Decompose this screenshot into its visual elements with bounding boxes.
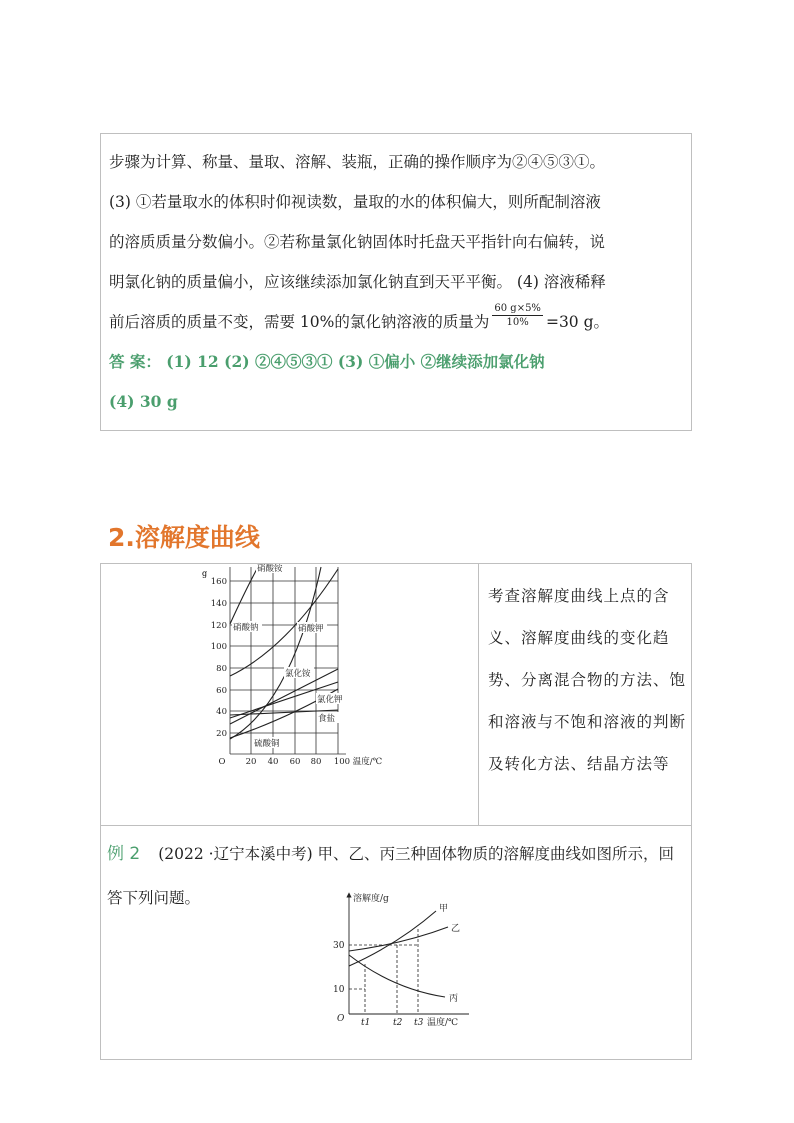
chart-2-curves <box>349 911 448 997</box>
chart-2-xlabel: 温度/℃ <box>427 1018 459 1028</box>
example-text: (2022 ·辽宁本溪中考) 甲、乙、丙三种固体物质的溶解度曲线如图所示，回答下列问题。 <box>107 845 675 907</box>
x-tick: 80 <box>310 757 322 767</box>
chart-2-xtick: t3 <box>414 1018 424 1028</box>
fraction-denominator: 10% <box>506 316 529 328</box>
chart-2-ytick: 30 <box>333 941 345 951</box>
table-row <box>101 564 691 826</box>
y-axis-unit: g <box>202 569 208 578</box>
chart-2-xtick: t2 <box>393 1018 403 1028</box>
solution-line-1: 步骤为计算、称量、量取、溶解、装瓶，正确的操作顺序为②④⑤③①。 <box>109 153 606 171</box>
answer-line-1: 答 案： (1) 12 (2) ②④⑤③① (3) ①偏小 ②继续添加氯化钠 <box>109 352 545 371</box>
example-label: 例 2 <box>107 844 141 864</box>
solubility-chart <box>196 564 396 769</box>
y-tick: 20 <box>216 729 227 739</box>
chart-2-ytick: 10 <box>333 985 345 995</box>
solution-box <box>100 133 692 431</box>
answer-line-2: (4) 30 g <box>109 392 178 411</box>
curve-ammonium-nitrate <box>230 567 258 624</box>
x-axis-label: 100 温度/℃ <box>333 757 383 767</box>
solution-text <box>109 142 689 422</box>
chart-2-ylabel: 溶解度/g <box>353 894 389 904</box>
curve-label: 硝酸铵 <box>257 564 283 574</box>
y-tick: 40 <box>216 707 227 717</box>
y-tick: 160 <box>210 577 227 587</box>
series-label-bing: 丙 <box>449 994 459 1004</box>
y-tick: 100 <box>210 642 227 652</box>
x-tick: 40 <box>267 757 279 767</box>
topic-table <box>100 563 692 1060</box>
x-tick: 60 <box>289 757 301 767</box>
curve-jia <box>349 911 436 966</box>
section-title: 2.溶解度曲线 <box>108 523 260 552</box>
curve-label: 硫酸铜 <box>254 739 280 749</box>
curve-label: 食盐 <box>318 714 336 724</box>
curve-label: 氯化钾 <box>317 695 343 705</box>
description-cell <box>478 564 692 825</box>
fraction <box>492 302 543 329</box>
y-tick: 140 <box>210 599 227 609</box>
curve-label: 硝酸钠 <box>233 623 259 633</box>
solution-line-4: 明氯化钠的质量偏小，应该继续添加氯化钠直到天平平衡。 (4) 溶液稀释 <box>109 273 606 291</box>
origin-label: O <box>218 757 226 767</box>
y-tick: 120 <box>210 621 227 631</box>
solution-line-5-post: =30 g。 <box>545 313 610 331</box>
solution-line-3: 的溶质质量分数偏小。②若称量氯化钠固体时托盘天平指针向右偏转，说 <box>109 233 606 251</box>
curve-label: 硝酸钾 <box>298 624 324 634</box>
chart-2-xtick: t1 <box>361 1018 371 1028</box>
y-tick: 60 <box>216 686 227 696</box>
fraction-numerator: 60 g×5% <box>494 302 541 314</box>
solution-line-2: (3) ①若量取水的体积时仰视读数，量取的水的体积偏大，则所配制溶液 <box>109 193 601 211</box>
x-tick: 20 <box>245 757 257 767</box>
chart-2-guides <box>349 929 418 1014</box>
solubility-chart-2 <box>323 889 473 1029</box>
description-text: 考查溶解度曲线上点的含义、溶解度曲线的变化趋势、分离混合物的方法、饱和溶液与不饱和溶液的判断及转化方法、结晶方法等 <box>488 587 687 773</box>
solution-line-5-pre: 前后溶质的质量不变，需要 10%的氯化钠溶液的质量为 <box>109 313 490 331</box>
curve-label: 氯化铵 <box>285 669 311 679</box>
series-label-jia: 甲 <box>439 904 449 914</box>
chart-2-origin: O <box>337 1014 345 1024</box>
series-label-yi: 乙 <box>451 924 461 934</box>
solution-line-5 <box>109 302 689 342</box>
y-tick: 80 <box>216 664 227 674</box>
